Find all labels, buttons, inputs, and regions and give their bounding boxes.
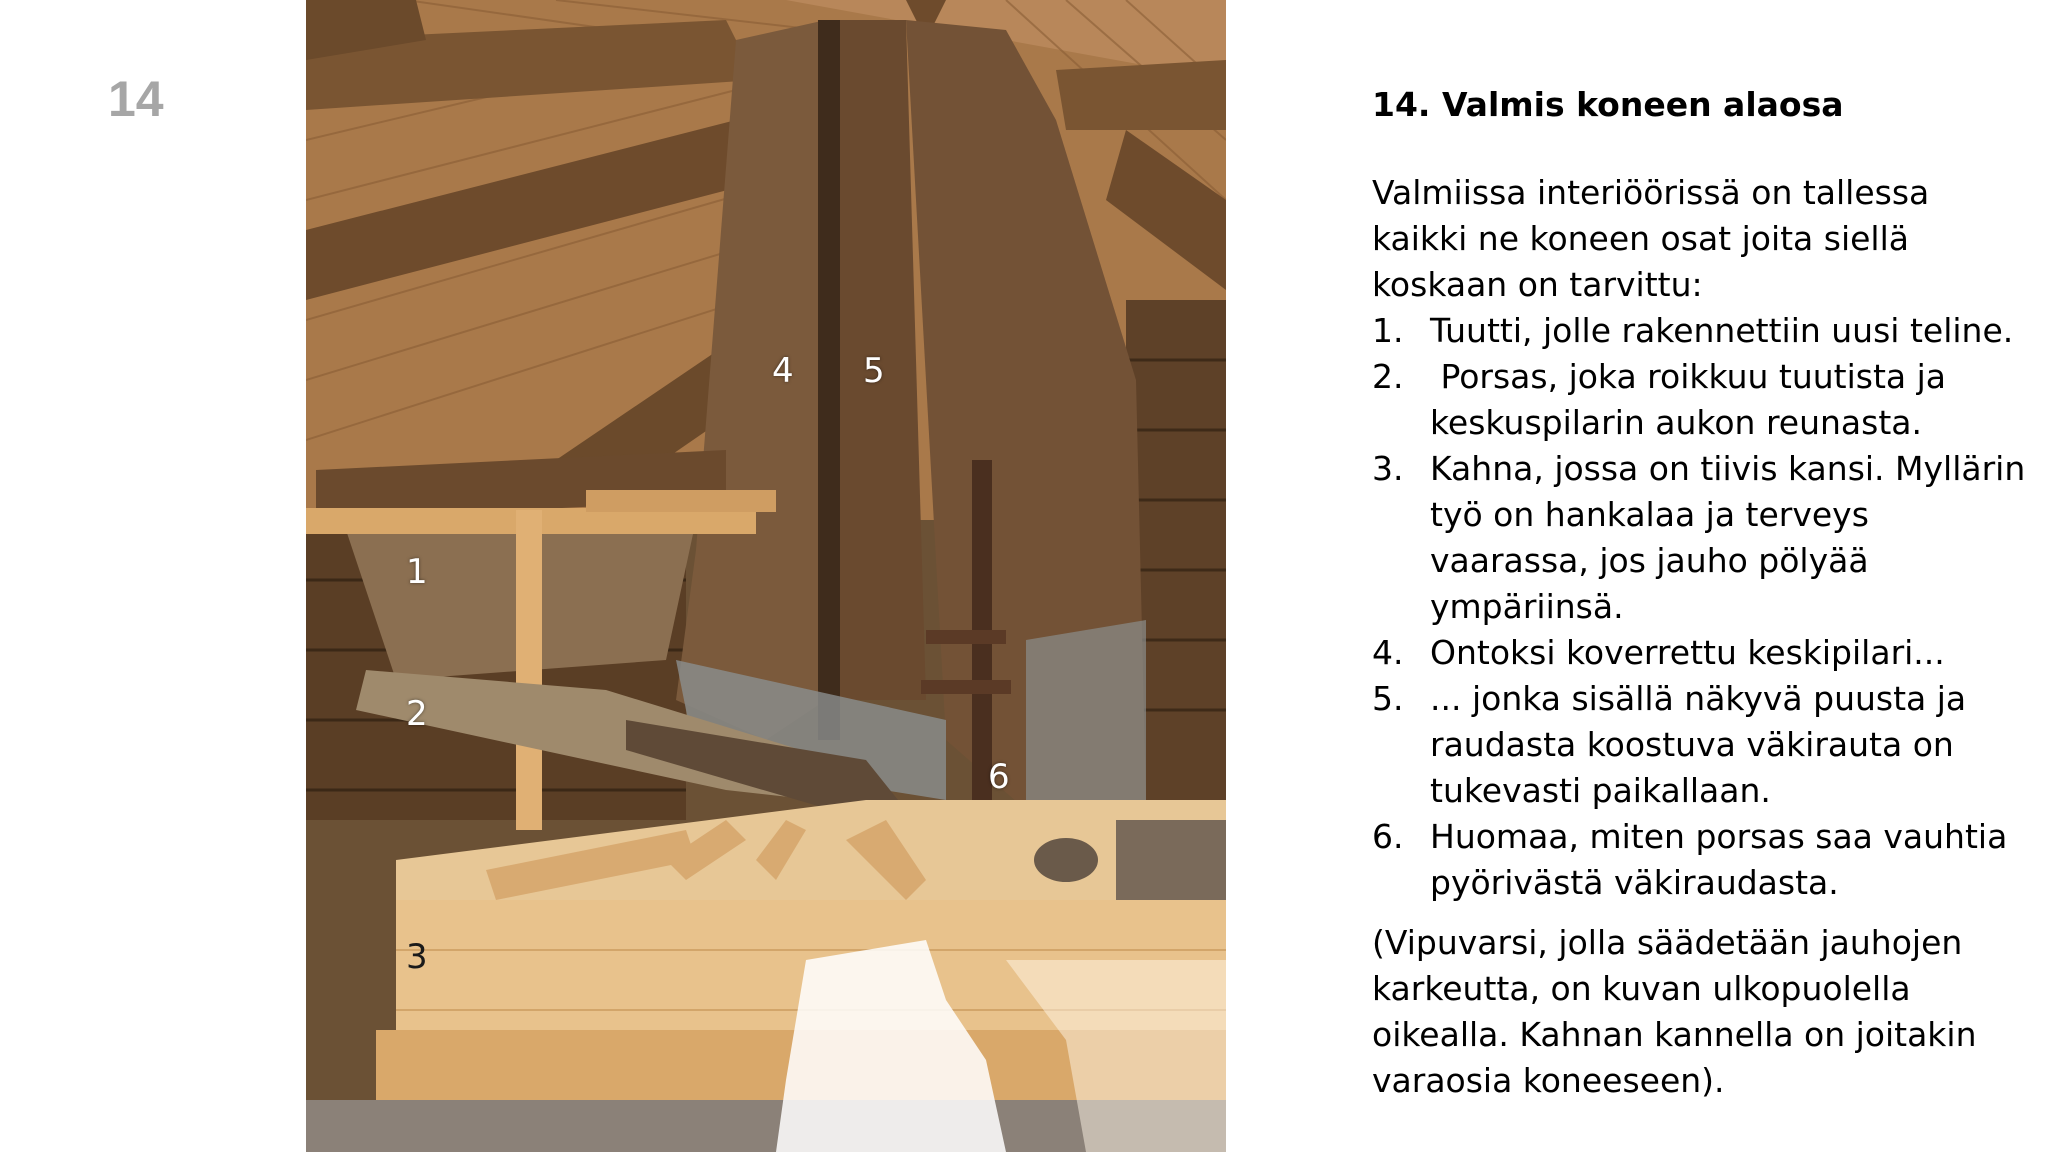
list-number: 4. bbox=[1372, 633, 1404, 672]
list-item bbox=[1372, 446, 2032, 630]
mill-interior-photo bbox=[306, 0, 1226, 1152]
slide-title: 14. Valmis koneen alaosa bbox=[1372, 85, 1844, 124]
list-number: 6. bbox=[1372, 817, 1404, 856]
list-text: Porsas, joka roikkuu tuutista ja keskuspilarin aukon reunasta. bbox=[1430, 357, 1957, 442]
list-item bbox=[1372, 308, 2032, 354]
list-text: Kahna, jossa on tiivis kansi. Myllärin työ on hankalaa ja terveys vaarassa, jos jauho pölyää ympäriinsä. bbox=[1430, 449, 2026, 626]
list-item bbox=[1372, 814, 2032, 906]
list-item bbox=[1372, 676, 2032, 814]
list-item bbox=[1372, 630, 2032, 676]
description-panel bbox=[1372, 82, 2032, 1137]
photo-label: 6 bbox=[988, 757, 1010, 797]
photo-label: 2 bbox=[406, 694, 428, 734]
list-number: 2. bbox=[1372, 357, 1404, 396]
intro-paragraph: Valmiissa interiöörissä on tallessa kaikki ne koneen osat joita siellä koskaan on tarvittu: bbox=[1372, 173, 1930, 304]
list-number: 1. bbox=[1372, 311, 1404, 350]
photo-label: 4 bbox=[772, 351, 794, 391]
list-text: Huomaa, miten porsas saa vauhtia pyörivästä väkiraudasta. bbox=[1430, 817, 2008, 902]
note-paragraph: (Vipuvarsi, jolla säädetään jauhojen karkeutta, on kuvan ulkopuolella oikealla. Kahnan kannella on joitakin varaosia koneeseen). bbox=[1372, 923, 1977, 1100]
list-text: Tuutti, jolle rakennettiin uusi teline. bbox=[1430, 311, 2014, 350]
list-number: 5. bbox=[1372, 679, 1404, 718]
slide-number: 14 bbox=[108, 71, 164, 127]
list-item bbox=[1372, 354, 2032, 446]
parts-list bbox=[1372, 308, 2032, 906]
photo-label: 5 bbox=[863, 351, 885, 391]
list-text: ... jonka sisällä näkyvä puusta ja raudasta koostuva väkirauta on tukevasti paikallaan. bbox=[1430, 679, 1967, 810]
list-number: 3. bbox=[1372, 449, 1404, 488]
list-text: Ontoksi koverrettu keskipilari... bbox=[1430, 633, 1945, 672]
photo-label: 1 bbox=[406, 552, 428, 592]
photo-label: 3 bbox=[406, 937, 428, 977]
